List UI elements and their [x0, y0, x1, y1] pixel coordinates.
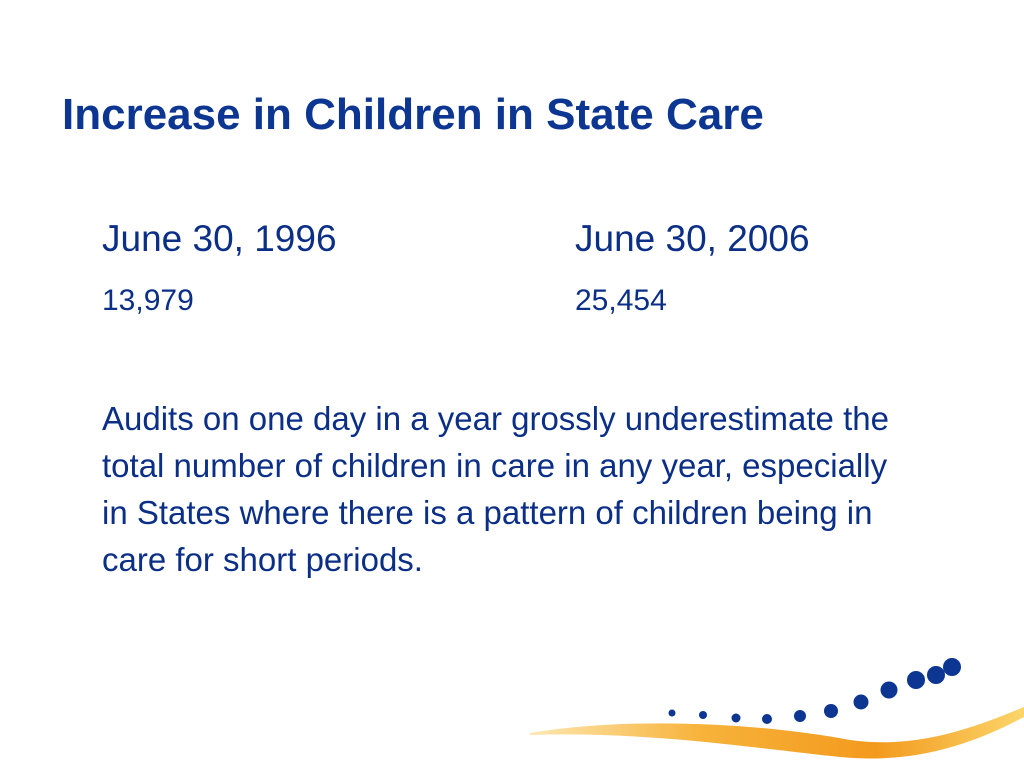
dot: [762, 714, 772, 724]
count-1996-value: 13,979: [102, 284, 194, 317]
swoosh-shape: [530, 707, 1024, 759]
dot: [943, 658, 961, 676]
dot: [854, 695, 869, 710]
dots-swoosh-icon: [520, 645, 1024, 768]
date-1996-label: June 30, 1996: [102, 218, 337, 259]
count-2006-value: 25,454: [575, 284, 667, 317]
dot: [669, 710, 676, 717]
dot: [732, 714, 741, 723]
body-paragraph: Audits on one day in a year grossly underestimate the total number of children in care in any year, especially in States where there is a pattern of children being in care for short periods.: [102, 400, 889, 578]
date-2006-label: June 30, 2006: [575, 218, 810, 259]
slide-title: Increase in Children in State Care: [62, 90, 764, 139]
dot: [881, 682, 898, 699]
dot: [824, 704, 838, 718]
dot: [927, 666, 945, 684]
dot: [699, 711, 707, 719]
dot: [907, 671, 925, 689]
dot: [794, 710, 806, 722]
